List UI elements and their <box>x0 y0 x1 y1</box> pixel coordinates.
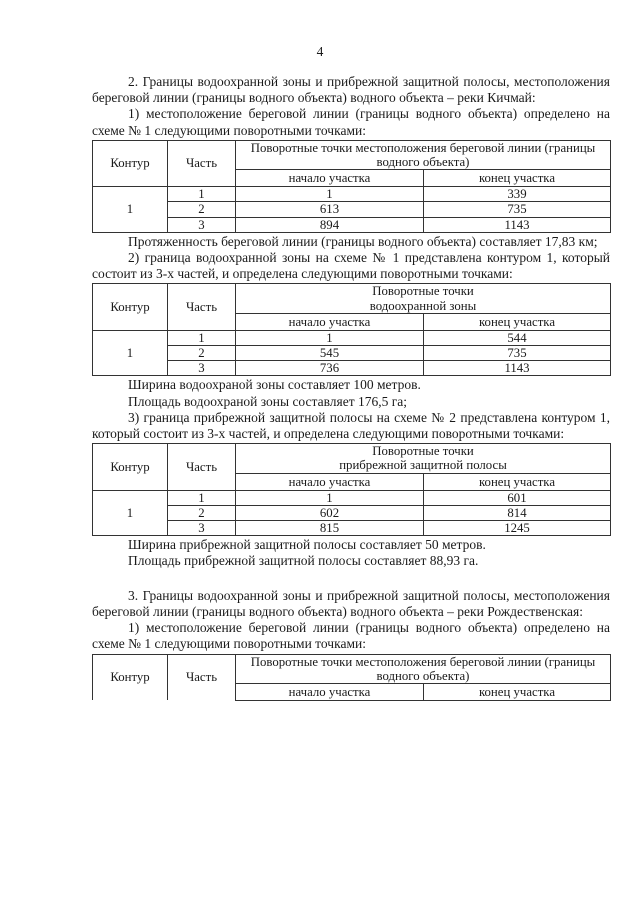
cell-contour: 1 <box>93 490 168 536</box>
header-turning-points <box>236 284 611 313</box>
cell-start: 1 <box>236 187 424 202</box>
header-line-2: прибрежной защитной полосы <box>339 458 507 473</box>
table-row <box>93 490 611 505</box>
table-row <box>93 521 611 536</box>
header-start: начало участка <box>236 170 424 187</box>
header-contour: Контур <box>93 284 168 330</box>
cell-end: 814 <box>424 505 611 520</box>
header-start: начало участка <box>236 313 424 330</box>
section-2-item-3: 3) граница прибрежной защитной полосы на схеме № 2 представлена контуром 1, который состоит из 3-х частей, и определена следующими поворотными точками: <box>92 409 610 442</box>
water-protection-zone-table <box>92 283 611 376</box>
cell-end: 1143 <box>424 217 611 232</box>
header-turning-points: Поворотные точки местоположения береговой линии (границы водного объекта) <box>236 654 611 683</box>
header-line-2: водоохранной зоны <box>369 298 477 313</box>
cell-part: 2 <box>168 505 236 520</box>
header-line-1: Поворотные точки <box>372 444 474 459</box>
section-2-item-2: 2) граница водоохранной зоны на схеме № 1 представлена контуром 1, который состоит из 3-х частей, и определена следующими поворотными точками: <box>92 250 610 282</box>
zone-width: Ширина водоохраной зоны составляет 100 метров. <box>128 377 421 393</box>
header-start: начало участка <box>236 473 424 490</box>
cell-part: 2 <box>168 202 236 217</box>
cell-part: 1 <box>168 490 236 505</box>
cell-end: 544 <box>424 330 611 345</box>
cell-part: 1 <box>168 330 236 345</box>
section-3-heading: 3. Границы водоохранной зоны и прибрежной защитной полосы, местоположения береговой линии (границы водного объекта) водного объекта – реки Рождественская: <box>92 587 610 619</box>
cell-end: 1143 <box>424 361 611 376</box>
cell-start: 1 <box>236 330 424 345</box>
header-part: Часть <box>168 654 236 700</box>
cell-contour: 1 <box>93 187 168 233</box>
header-start: начало участка <box>236 683 424 700</box>
header-turning-points <box>236 444 611 473</box>
cell-start: 894 <box>236 217 424 232</box>
cell-start: 1 <box>236 490 424 505</box>
shoreline-length: Протяженность береговой линии (границы водного объекта) составляет 17,83 км; <box>128 233 598 249</box>
header-part: Часть <box>168 140 236 186</box>
table-row <box>93 217 611 232</box>
cell-start: 815 <box>236 521 424 536</box>
shoreline-table-kichmai <box>92 140 611 233</box>
cell-end: 601 <box>424 490 611 505</box>
header-contour: Контур <box>93 140 168 186</box>
cell-start: 613 <box>236 202 424 217</box>
table-row <box>93 330 611 345</box>
table-row <box>93 346 611 361</box>
header-contour: Контур <box>93 444 168 490</box>
header-end: конец участка <box>424 313 611 330</box>
coastal-strip-table <box>92 443 611 536</box>
cell-end: 735 <box>424 346 611 361</box>
header-end: конец участка <box>424 683 611 700</box>
cell-part: 3 <box>168 361 236 376</box>
document-body <box>92 74 610 702</box>
table-row <box>93 202 611 217</box>
header-contour: Контур <box>93 654 168 700</box>
zone-area: Площадь водоохраной зоны составляет 176,5 га; <box>128 393 408 409</box>
strip-area: Площадь прибрежной защитной полосы составляет 88,93 га. <box>128 553 479 569</box>
cell-start: 602 <box>236 505 424 520</box>
section-3-item-1: 1) местоположение береговой линии (границы водного объекта) определено на схеме № 1 следующими поворотными точками: <box>92 620 610 652</box>
section-2-item-1: 1) местоположение береговой линии (границы водного объекта) определено на схеме № 1 следующими поворотными точками: <box>92 106 610 138</box>
cell-part: 3 <box>168 521 236 536</box>
header-end: конец участка <box>424 473 611 490</box>
cell-end: 1245 <box>424 521 611 536</box>
header-line-1: Поворотные точки <box>372 284 474 299</box>
strip-width: Ширина прибрежной защитной полосы составляет 50 метров. <box>128 537 486 553</box>
header-turning-points: Поворотные точки местоположения береговой линии (границы водного объекта) <box>236 140 611 169</box>
table-row <box>93 505 611 520</box>
cell-end: 339 <box>424 187 611 202</box>
page-number: 4 <box>316 44 324 59</box>
cell-part: 3 <box>168 217 236 232</box>
header-part: Часть <box>168 284 236 330</box>
table-row <box>93 361 611 376</box>
cell-start: 736 <box>236 361 424 376</box>
section-spacer <box>92 570 610 588</box>
cell-part: 2 <box>168 346 236 361</box>
cell-part: 1 <box>168 187 236 202</box>
cell-contour: 1 <box>93 330 168 376</box>
section-2-heading: 2. Границы водоохранной зоны и прибрежной защитной полосы, местоположения береговой линии (границы водного объекта) водного объекта – реки Кичмай: <box>92 74 610 106</box>
header-end: конец участка <box>424 170 611 187</box>
cell-start: 545 <box>236 346 424 361</box>
cell-end: 735 <box>424 202 611 217</box>
shoreline-table-rozhdestvenskaya <box>92 654 611 701</box>
table-row <box>93 187 611 202</box>
header-part: Часть <box>168 444 236 490</box>
